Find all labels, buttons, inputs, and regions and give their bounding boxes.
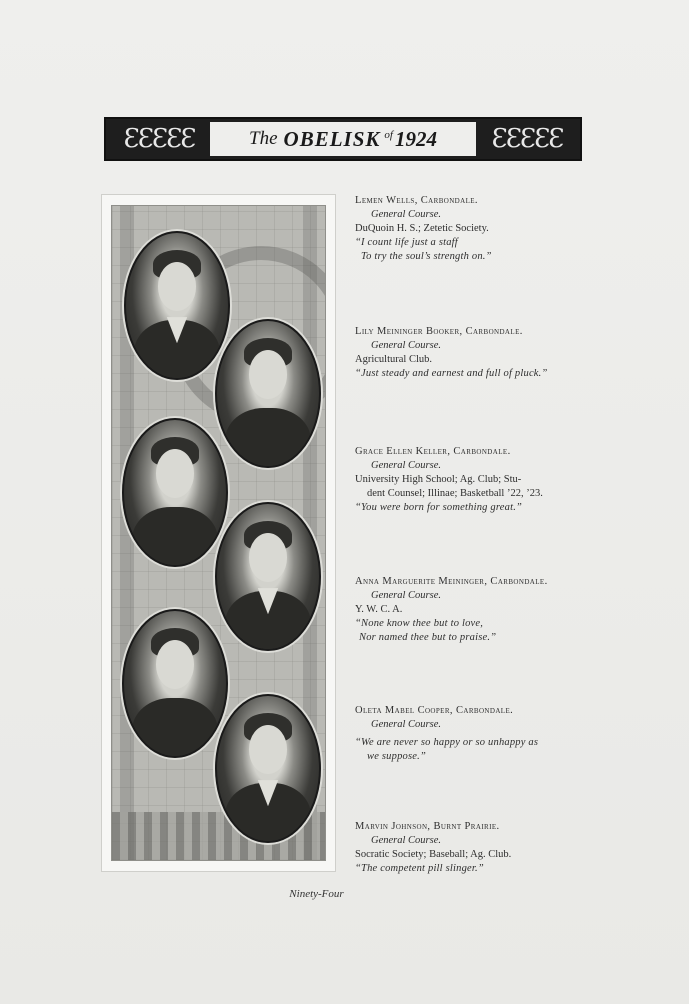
portrait-lemen-wells xyxy=(124,231,230,380)
student-quote-line: “I count life just a staff xyxy=(355,237,458,248)
student-entry xyxy=(355,575,595,645)
student-course: General Course. xyxy=(371,340,441,351)
portrait-marvin-johnson xyxy=(215,694,321,843)
student-entry xyxy=(355,445,595,515)
student-course: General Course. xyxy=(371,590,441,601)
student-quote-line: Nor named thee but to praise.” xyxy=(359,632,497,643)
student-course: General Course. xyxy=(371,209,441,220)
student-quote-line: “The competent pill slinger.” xyxy=(355,863,484,874)
student-entry xyxy=(355,194,595,264)
student-entry xyxy=(355,704,595,764)
scroll-ornament-right: ƐƐƐƐƐ xyxy=(491,124,563,154)
student-name: Marvin Johnson, Burnt Prairie. xyxy=(355,821,500,832)
student-quote-line: To try the soul’s strength on.” xyxy=(361,251,492,262)
student-name: Lemen Wells, Carbondale. xyxy=(355,195,478,206)
student-quote-line: “Just steady and earnest and full of pluck.” xyxy=(355,368,548,379)
student-name: Grace Ellen Keller, Carbondale. xyxy=(355,446,511,457)
student-activities: DuQuoin H. S.; Zetetic Society. xyxy=(355,223,489,234)
page-number: Ninety-Four xyxy=(289,888,344,900)
student-entry xyxy=(355,325,595,381)
title-of: of xyxy=(384,129,393,141)
decorative-background xyxy=(111,205,326,861)
portrait-lily-booker xyxy=(215,319,321,468)
student-name: Anna Marguerite Meininger, Carbondale. xyxy=(355,576,548,587)
student-quote-line: “We are never so happy or so unhappy as xyxy=(355,737,539,748)
student-activities: Agricultural Club. xyxy=(355,354,432,365)
student-activities: University High School; Ag. Club; Stu- xyxy=(355,474,522,485)
portrait-grace-keller xyxy=(122,418,228,567)
banner-title xyxy=(210,122,476,156)
student-quote-line: “None know thee but to love, xyxy=(355,618,484,629)
student-activities: dent Counsel; Illinae; Basketball ’22, ’23. xyxy=(367,488,543,499)
title-obelisk: OBELISK xyxy=(283,126,381,151)
student-activities: Socratic Society; Baseball; Ag. Club. xyxy=(355,849,512,860)
student-name: Oleta Mabel Cooper, Carbondale. xyxy=(355,705,514,716)
student-course: General Course. xyxy=(371,460,441,471)
title-the: The xyxy=(249,128,278,149)
student-quote-line: we suppose.” xyxy=(367,751,426,762)
student-course: General Course. xyxy=(371,835,441,846)
portrait-oleta-cooper xyxy=(122,609,228,758)
student-quote-line: “You were born for something great.” xyxy=(355,502,523,513)
student-course: General Course. xyxy=(371,719,441,730)
portrait-anna-meininger xyxy=(215,502,321,651)
student-activities: Y. W. C. A. xyxy=(355,604,403,615)
student-entry xyxy=(355,820,595,876)
portrait-panel xyxy=(101,194,336,872)
scroll-ornament-left: ƐƐƐƐƐ xyxy=(123,124,195,154)
obelisk-header-banner xyxy=(104,117,582,161)
title-year: 1924 xyxy=(394,126,437,151)
student-name: Lily Meininger Booker, Carbondale. xyxy=(355,326,523,337)
